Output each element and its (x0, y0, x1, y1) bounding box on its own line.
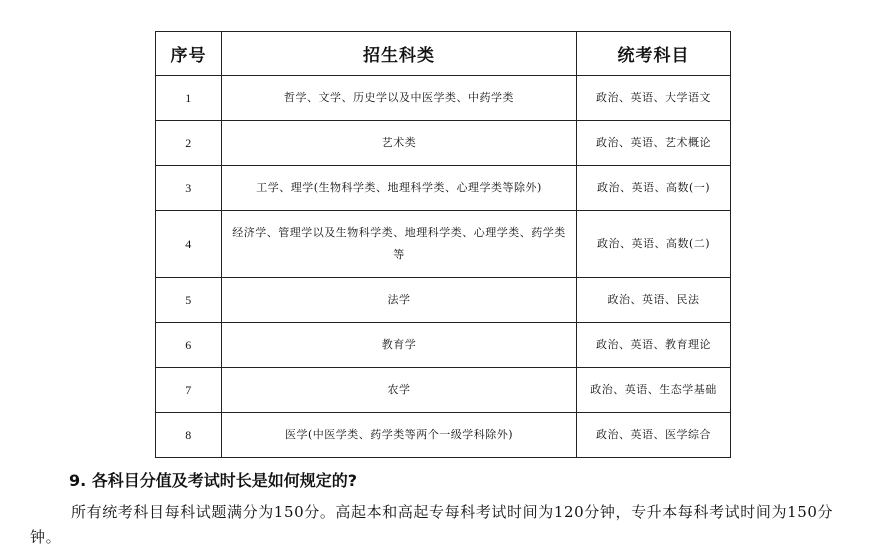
table-row (156, 121, 731, 166)
row-category: 教育学 (222, 323, 577, 368)
table-row (156, 211, 731, 278)
table-row (156, 278, 731, 323)
section-heading: 9. 各科目分值及考试时长是如何规定的? (69, 471, 358, 490)
row-category: 哲学、文学、历史学以及中医学类、中药学类 (222, 76, 577, 121)
table-header-row (156, 32, 731, 76)
row-exams: 政治、英语、高数(一) (577, 166, 731, 211)
row-number: 7 (156, 368, 222, 413)
row-exams: 政治、英语、医学综合 (577, 413, 731, 458)
row-exams: 政治、英语、艺术概论 (577, 121, 731, 166)
row-exams: 政治、英语、高数(二) (577, 211, 731, 278)
row-exams: 政治、英语、民法 (577, 278, 731, 323)
row-category: 工学、理学(生物科学类、地理科学类、心理学类等除外) (222, 166, 577, 211)
table-row (156, 166, 731, 211)
row-number: 8 (156, 413, 222, 458)
row-category: 医学(中医学类、药学类等两个一级学科除外) (222, 413, 577, 458)
header-serial-number: 序号 (156, 32, 222, 76)
table-row (156, 76, 731, 121)
row-category: 艺术类 (222, 121, 577, 166)
header-exam-subjects: 统考科目 (577, 32, 731, 76)
row-exams: 政治、英语、大学语文 (577, 76, 731, 121)
row-number: 2 (156, 121, 222, 166)
section-paragraph: 所有统考科目每科试题满分为150分。高起本和高起专每科考试时间为120分钟，专升本每科考试时间为150分钟。 (30, 503, 834, 546)
table-row (156, 323, 731, 368)
row-number: 6 (156, 323, 222, 368)
row-category: 经济学、管理学以及生物科学类、地理科学类、心理学类、药学类等 (222, 211, 577, 278)
table-row (156, 368, 731, 413)
row-exams: 政治、英语、生态学基础 (577, 368, 731, 413)
header-enrollment-category: 招生科类 (222, 32, 577, 76)
row-number: 5 (156, 278, 222, 323)
row-number: 1 (156, 76, 222, 121)
row-number: 3 (156, 166, 222, 211)
row-exams: 政治、英语、教育理论 (577, 323, 731, 368)
exam-subjects-table (155, 31, 731, 458)
row-category: 法学 (222, 278, 577, 323)
table-row (156, 413, 731, 458)
row-category: 农学 (222, 368, 577, 413)
row-number: 4 (156, 211, 222, 278)
